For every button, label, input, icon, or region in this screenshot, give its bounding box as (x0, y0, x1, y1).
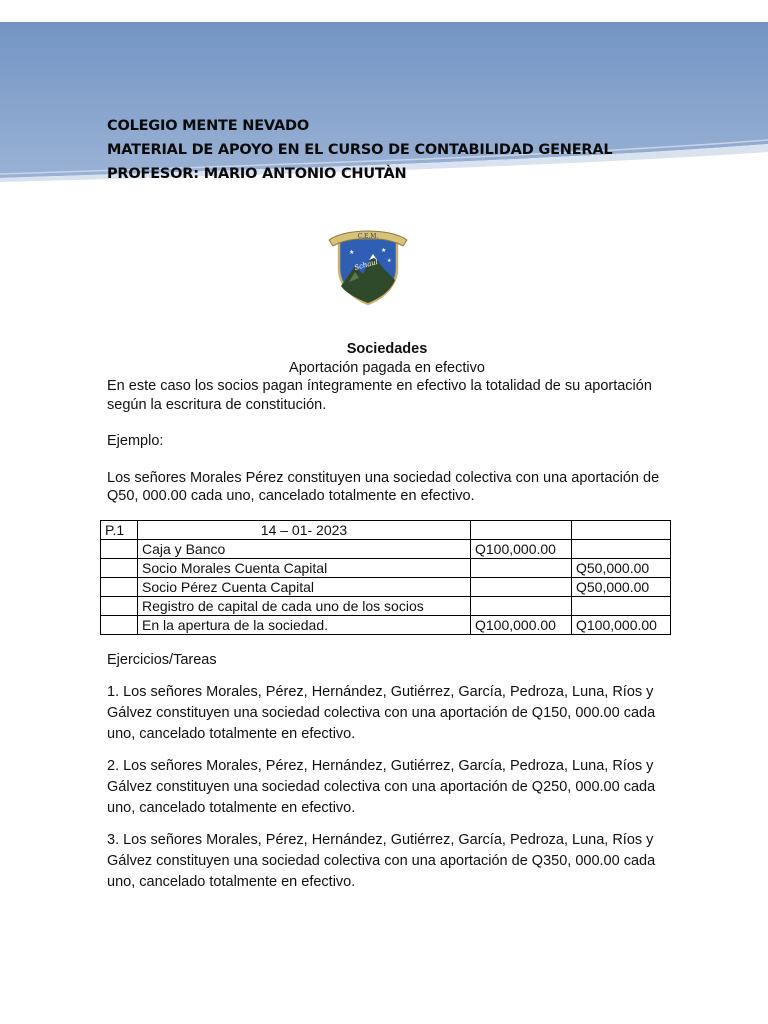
school-header (107, 114, 612, 186)
svg-text:★: ★ (381, 247, 387, 254)
debit-cell (471, 559, 572, 578)
exercises-heading: Ejercicios/Tareas (107, 652, 217, 668)
credit-cell: Q50,000.00 (572, 578, 671, 597)
section-title: Sociedades (346, 341, 428, 357)
credit-cell (572, 521, 671, 540)
spacer (107, 451, 667, 469)
svg-text:★: ★ (349, 249, 355, 256)
ref-cell (101, 540, 138, 559)
credit-cell (572, 597, 671, 616)
school-logo (325, 224, 411, 306)
school-name: COLEGIO MENTE NEVADO (107, 118, 309, 134)
credit-cell: Q100,000.00 (572, 616, 671, 635)
spacer (107, 414, 667, 432)
debit-cell (471, 521, 572, 540)
date-cell: 14 – 01- 2023 (138, 521, 471, 540)
table-row (101, 616, 671, 635)
debit-cell (471, 597, 572, 616)
description-cell: Socio Morales Cuenta Capital (138, 559, 471, 578)
description-cell: En la apertura de la sociedad. (138, 616, 471, 635)
course-material-title: MATERIAL DE APOYO EN EL CURSO DE CONTABILIDAD GENERAL (107, 142, 613, 158)
table-row (101, 597, 671, 616)
debit-cell (471, 578, 572, 597)
ref-cell (101, 616, 138, 635)
professor-name: PROFESOR: MARIO ANTONIO CHUTÀN (107, 166, 407, 182)
table-row (101, 521, 671, 540)
ref-cell (101, 578, 138, 597)
description-cell: Registro de capital de cada uno de los socios (138, 597, 471, 616)
table-row (101, 559, 671, 578)
section-subtitle: Aportación pagada en efectivo (289, 359, 485, 376)
table-row (101, 578, 671, 597)
exercise-item: 3. Los señores Morales, Pérez, Hernández, Gutiérrez, García, Pedroza, Luna, Ríos y Gálvez constituyen una sociedad colectiva con una aportación de Q350, 000.00 cada uno, cancelado totalmente en efectivo. (107, 832, 656, 890)
description-cell: Caja y Banco (138, 540, 471, 559)
ref-cell (101, 559, 138, 578)
logo-ribbon-text: C.E.M. (357, 233, 379, 240)
credit-cell (572, 540, 671, 559)
intro-section (107, 340, 667, 506)
exercise-item: 1. Los señores Morales, Pérez, Hernández, Gutiérrez, García, Pedroza, Luna, Ríos y Gálvez constituyen una sociedad colectiva con una aportación de Q150, 000.00 cada uno, cancelado totalmente en efectivo. (107, 684, 656, 742)
exercise-item: 2. Los señores Morales, Pérez, Hernández, Gutiérrez, García, Pedroza, Luna, Ríos y Gálvez constituyen una sociedad colectiva con una aportación de Q250, 000.00 cada uno, cancelado totalmente en efectivo. (107, 758, 656, 816)
credit-cell: Q50,000.00 (572, 559, 671, 578)
svg-text:★: ★ (387, 258, 392, 264)
intro-paragraph: En este caso los socios pagan íntegramente en efectivo la totalidad de su aportación según la escritura de constitución. (107, 378, 652, 413)
table-row (101, 540, 671, 559)
exercises-section (107, 650, 667, 904)
logo-script-text: Schaul (353, 257, 379, 272)
journal-entry-table (100, 520, 671, 635)
description-cell: Socio Pérez Cuenta Capital (138, 578, 471, 597)
ref-cell: P.1 (101, 521, 138, 540)
debit-cell: Q100,000.00 (471, 616, 572, 635)
debit-cell: Q100,000.00 (471, 540, 572, 559)
example-text: Los señores Morales Pérez constituyen una sociedad colectiva con una aportación de Q50, 000.00 cada uno, cancelado totalmente en efectivo. (107, 469, 660, 504)
ref-cell (101, 597, 138, 616)
example-label: Ejemplo: (107, 433, 164, 449)
